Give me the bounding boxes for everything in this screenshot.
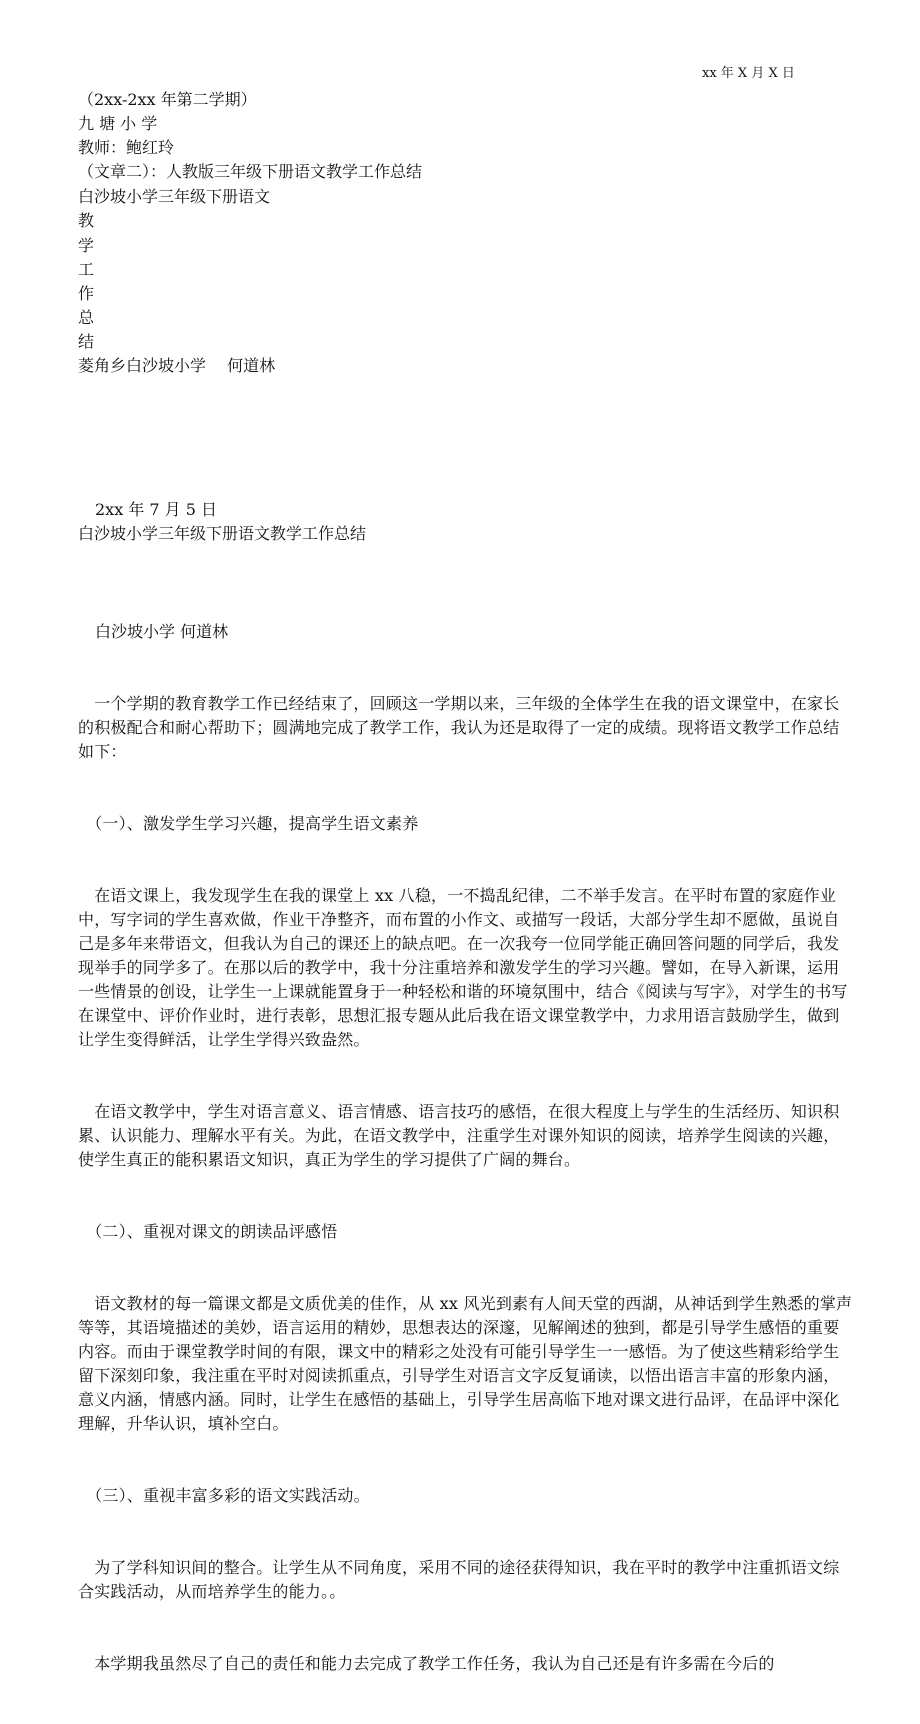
date-line: 2xx 年 7 月 5 日 [95, 500, 218, 519]
paragraph: 为了学科知识间的整合。让学生从不同角度，采用不同的途径获得知识，我在平时的教学中注重抓语文综合实践活动，从而培养学生的能力。。 [78, 1558, 840, 1601]
semester-label: （2xx-2xx 年第二学期） [78, 90, 257, 109]
section-heading: （三）、重视丰富多彩的语文实践活动。 [78, 1486, 370, 1505]
body-text [78, 644, 854, 1724]
section-heading: （二）、重视对课文的朗读品评感悟 [78, 1222, 338, 1241]
school-name: 九 塘 小 学 [78, 114, 158, 133]
vertical-title-char: 结 [78, 332, 95, 351]
vertical-title-char: 教 [78, 211, 95, 230]
byline: 白沙坡小学 何道林 [95, 622, 229, 641]
header-date: xx 年 X 月 X 日 [702, 66, 795, 81]
author-line: 菱角乡白沙坡小学 何道林 [78, 356, 276, 375]
vertical-title-char: 学 [78, 236, 95, 255]
section-heading: （一）、激发学生学习兴趣，提高学生语文素养 [78, 814, 419, 833]
teacher-name: 教师：鲍红玲 [78, 138, 175, 157]
vertical-title-char: 总 [78, 308, 95, 327]
paragraph: 本学期我虽然尽了自己的责任和能力去完成了教学工作任务，我认为自己还是有许多需在今后的 [78, 1654, 775, 1673]
doc-title: 白沙坡小学三年级下册语文 [78, 187, 271, 206]
title-repeat: 白沙坡小学三年级下册语文教学工作总结 [78, 524, 367, 543]
article-title: （文章二）：人教版三年级下册语文教学工作总结 [78, 162, 423, 181]
paragraph: 语文教材的每一篇课文都是文质优美的佳作，从 xx 风光到素有人间天堂的西湖，从神话到学生熟悉的掌声等等，其语境描述的美妙，语言运用的精妙，思想表达的深邃，见解阐述的独到，都是引导学生感悟的重要内容。而由于课堂教学时间的有限，课文中的精彩之处没有可能引导学生一一感悟。为了使这些精彩给学生留下深刻印象，我注重在平时对阅读抓重点，引导学生对语言文字反复诵读，以悟出语言丰富的形象内涵，意义内涵，情感内涵。同时，让学生在感悟的基础上，引导学生居高临下地对课文进行品评，在品评中深化理解，升华认识，填补空白。 [78, 1294, 853, 1433]
vertical-title-char: 工 [78, 260, 95, 279]
paragraph: 在语文课上，我发现学生在我的课堂上 xx 八稳，一不捣乱纪律，二不举手发言。在平时布置的家庭作业中，写字词的学生喜欢做，作业干净整齐，而布置的小作文、或描写一段话，大部分学生却不愿做，虽说自己是多年来带语文，但我认为自己的课还上的缺点吧。在一次我夸一位同学能正确回答问题的同学后，我发现举手的同学多了。在那以后的教学中，我十分注重培养和激发学生的学习兴趣。譬如，在导入新课，运用一些情景的创设，让学生一上课就能置身于一种轻松和谐的环境氛围中，结合《阅读与写字》，对学生的书写在课堂中、评价作业时，进行表彰，思想汇报专题从此后我在语文课堂教学中，力求用语言鼓励学生，做到让学生变得鲜活，让学生学得兴致盎然。 [78, 886, 848, 1049]
paragraph: 一个学期的教育教学工作已经结束了，回顾这一学期以来，三年级的全体学生在我的语文课堂中，在家长的积极配合和耐心帮助下；圆满地完成了教学工作，我认为还是取得了一定的成绩。现将语文教学工作总结如下： [78, 694, 840, 761]
vertical-title-char: 作 [78, 284, 95, 303]
paragraph: 在语文教学中，学生对语言意义、语言情感、语言技巧的感悟，在很大程度上与学生的生活经历、知识积累、认识能力、理解水平有关。为此，在语文教学中，注重学生对课外知识的阅读，培养学生阅读的兴趣，使学生真正的能积累语文知识，真正为学生的学习提供了广阔的舞台。 [78, 1102, 840, 1169]
